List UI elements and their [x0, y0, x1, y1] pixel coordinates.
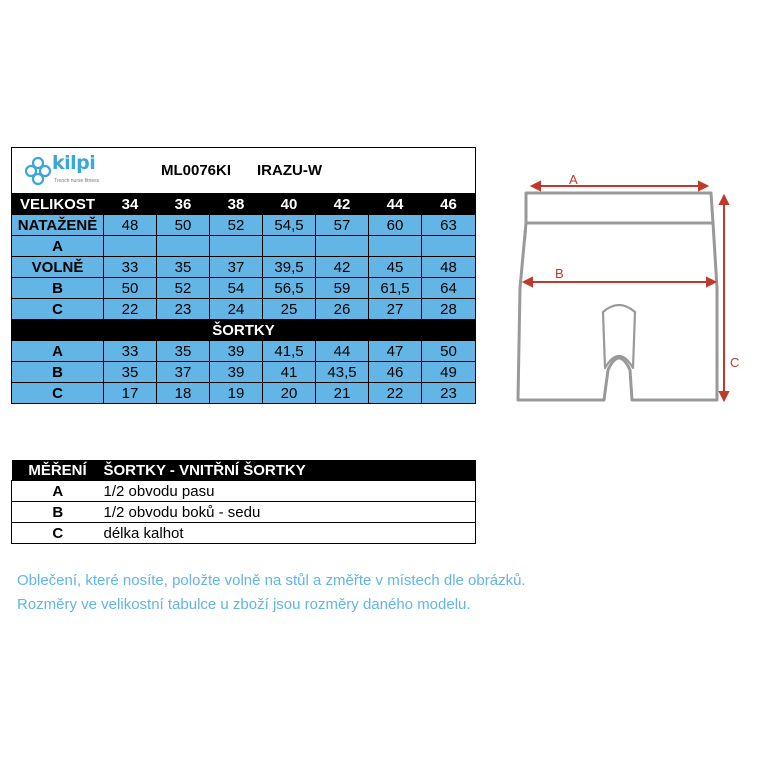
size-col: 46 — [422, 194, 476, 215]
label-b: B — [555, 266, 564, 281]
cell: 64 — [422, 278, 476, 299]
measurement-letter: C — [12, 523, 104, 544]
instruction-note: Oblečení, které nosíte, položte volně na stůl a změřte v místech dle obrázků. — [17, 572, 526, 589]
row-label: NATAŽENĚ — [12, 215, 104, 236]
cell: 20 — [263, 383, 316, 404]
cell: 46 — [369, 362, 422, 383]
size-col: 44 — [369, 194, 422, 215]
cell: 27 — [369, 299, 422, 320]
cell: 37 — [157, 362, 210, 383]
cell: 24 — [210, 299, 263, 320]
size-header-row — [12, 194, 476, 215]
cell: 22 — [104, 299, 157, 320]
cell: 42 — [316, 257, 369, 278]
dimension-arrow-a — [532, 182, 707, 190]
table-row — [12, 481, 476, 502]
cell: 35 — [157, 257, 210, 278]
table-row — [12, 278, 476, 299]
cell: 41 — [263, 362, 316, 383]
dimension-arrow-b — [524, 278, 715, 286]
size-col: 40 — [263, 194, 316, 215]
cell: 21 — [316, 383, 369, 404]
cell: 33 — [104, 341, 157, 362]
section-label: ŠORTKY — [12, 320, 476, 341]
label-c: C — [730, 355, 740, 370]
cell: 60 — [369, 215, 422, 236]
cell: 50 — [157, 215, 210, 236]
measurement-desc: 1/2 obvodu boků - sedu — [104, 502, 476, 523]
instruction-note: Rozměry ve velikostní tabulce u zboží jsou rozměry daného modelu. — [17, 596, 471, 613]
cell: 19 — [210, 383, 263, 404]
cell: 52 — [157, 278, 210, 299]
table-row — [12, 257, 476, 278]
table-row — [12, 215, 476, 236]
cell: 18 — [157, 383, 210, 404]
cell — [316, 236, 369, 257]
cell: 44 — [316, 341, 369, 362]
table-row — [12, 341, 476, 362]
cell: 39,5 — [263, 257, 316, 278]
cell: 56,5 — [263, 278, 316, 299]
cell: 61,5 — [369, 278, 422, 299]
cell: 59 — [316, 278, 369, 299]
cell: 57 — [316, 215, 369, 236]
cell: 39 — [210, 341, 263, 362]
size-header-label: VELIKOST — [12, 194, 104, 215]
cell — [263, 236, 316, 257]
row-label: C — [12, 299, 104, 320]
cell: 37 — [210, 257, 263, 278]
product-code: ML0076KI — [161, 162, 232, 179]
measurement-desc: délka kalhot — [104, 523, 476, 544]
cell: 54 — [210, 278, 263, 299]
row-label: A — [12, 341, 104, 362]
dimension-arrow-c — [720, 196, 728, 400]
table-row — [12, 383, 476, 404]
cell: 35 — [104, 362, 157, 383]
brand-tagline: Trench nurse fitness — [54, 178, 100, 184]
cell: 45 — [369, 257, 422, 278]
measurement-header-left: MĚŘENÍ — [12, 460, 104, 481]
cell: 23 — [422, 383, 476, 404]
measurement-letter: A — [12, 481, 104, 502]
cell: 39 — [210, 362, 263, 383]
size-table — [11, 147, 476, 404]
table-row — [12, 502, 476, 523]
shorts-outline — [518, 193, 717, 400]
cell: 50 — [104, 278, 157, 299]
cell: 54,5 — [263, 215, 316, 236]
cell — [104, 236, 157, 257]
cell: 49 — [422, 362, 476, 383]
cell — [422, 236, 476, 257]
cell: 23 — [157, 299, 210, 320]
size-col: 36 — [157, 194, 210, 215]
row-label: C — [12, 383, 104, 404]
brand-logo — [24, 153, 114, 189]
cell: 41,5 — [263, 341, 316, 362]
row-label: B — [12, 278, 104, 299]
brand-name: kilpi — [52, 152, 96, 174]
cell — [157, 236, 210, 257]
size-col: 34 — [104, 194, 157, 215]
table-row — [12, 236, 476, 257]
table-row — [12, 523, 476, 544]
cell — [210, 236, 263, 257]
label-a: A — [569, 172, 578, 187]
shorts-diagram — [515, 168, 755, 408]
section-header-row — [12, 320, 476, 341]
cell: 33 — [104, 257, 157, 278]
cell: 35 — [157, 341, 210, 362]
table-row — [12, 362, 476, 383]
cell: 52 — [210, 215, 263, 236]
measurement-table — [11, 460, 476, 544]
size-col: 42 — [316, 194, 369, 215]
product-name: IRAZU-W — [257, 162, 322, 179]
cell: 43,5 — [316, 362, 369, 383]
cell — [369, 236, 422, 257]
row-label: A — [12, 236, 104, 257]
row-label: B — [12, 362, 104, 383]
cell: 50 — [422, 341, 476, 362]
cell: 26 — [316, 299, 369, 320]
cell: 28 — [422, 299, 476, 320]
measurement-header-row — [12, 460, 476, 481]
cell: 47 — [369, 341, 422, 362]
cell: 48 — [422, 257, 476, 278]
cell: 48 — [104, 215, 157, 236]
measurement-letter: B — [12, 502, 104, 523]
cell: 25 — [263, 299, 316, 320]
cell: 63 — [422, 215, 476, 236]
size-col: 38 — [210, 194, 263, 215]
table-row — [12, 299, 476, 320]
flower-icon — [24, 155, 52, 187]
row-label: VOLNĚ — [12, 257, 104, 278]
measurement-desc: 1/2 obvodu pasu — [104, 481, 476, 502]
cell: 17 — [104, 383, 157, 404]
table-header — [12, 148, 476, 194]
measurement-header-right: ŠORTKY - VNITŘNÍ ŠORTKY — [104, 460, 476, 481]
cell: 22 — [369, 383, 422, 404]
